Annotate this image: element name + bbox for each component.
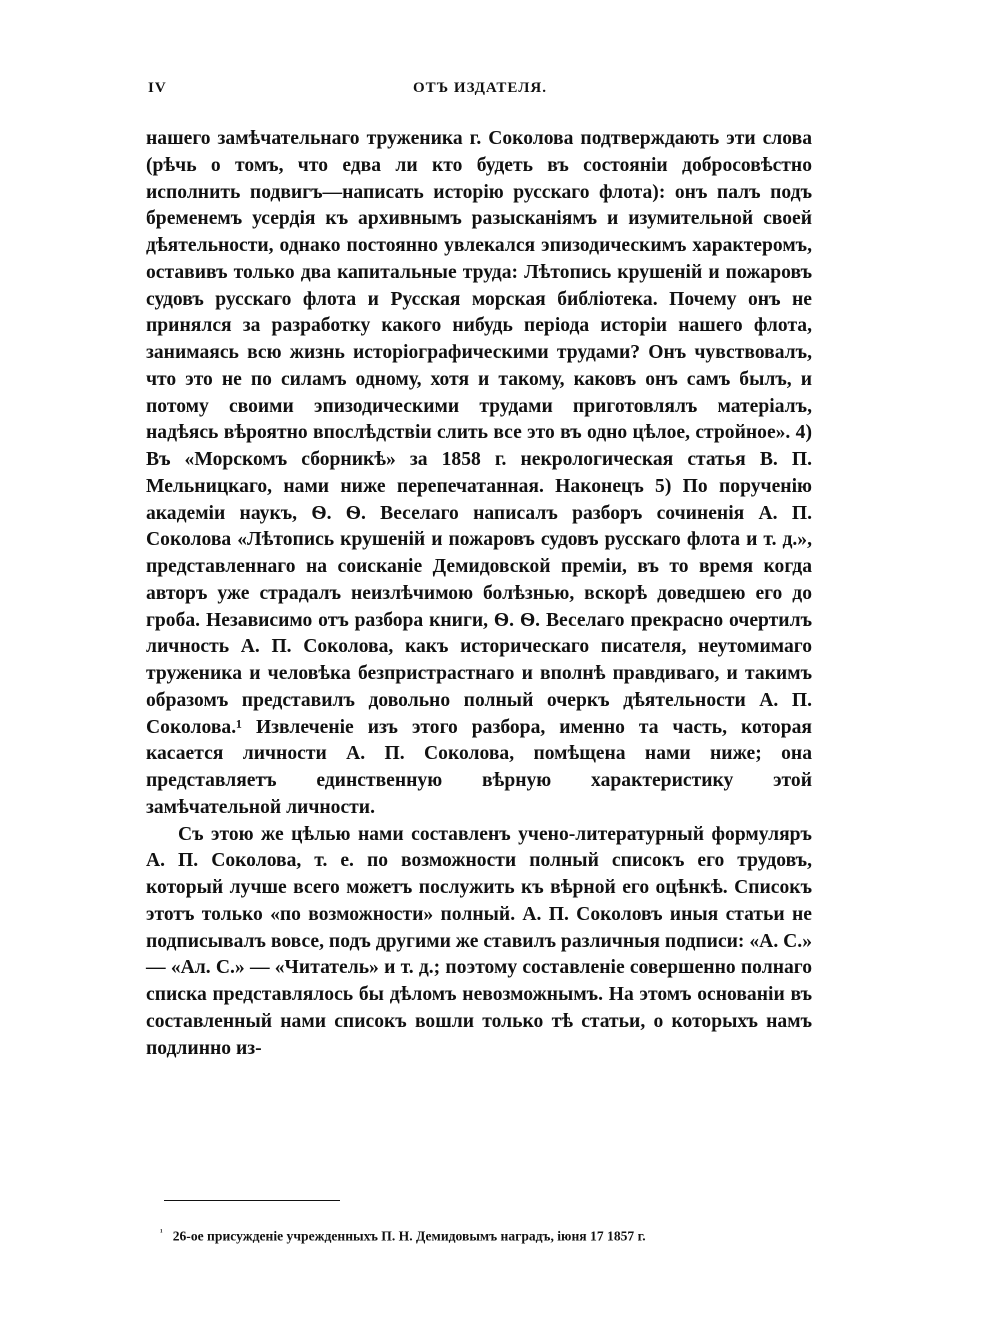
paragraph-formular: Съ этою же цѣлью нами составленъ учено-литературный формуляръ А. П. Соколова, т. е. по возможности полный списокъ его трудовъ, который лучше всего можетъ послужить къ вѣрной его оцѣнкѣ. Списокъ этотъ только «по возможности» полный. А. П. Соколовъ иныя статьи не подписывалъ вовсе, подъ другими же ставилъ различныя подписи: «А. С.» — «Ал. С.» — «Читатель» и т. д.; поэтому составленіе совершенно полнаго списка представлялось бы дѣломъ невозможнымъ. На этомъ основаніи въ составленный нами списокъ вошли только тѣ статьи, о которыхъ намъ подлинно из- [146, 823, 812, 1059]
page-header [148, 80, 812, 104]
page-number: IV [148, 80, 167, 96]
body-text [146, 126, 812, 1062]
running-head: ОТЪ ИЗДАТЕЛЯ. [413, 80, 547, 96]
footnote-text: 26-ое присужденіе учрежденныхъ П. Н. Демидовымъ наградъ, іюня 17 1857 г. [172, 1228, 646, 1244]
paragraph-continued: нашего замѣчательнаго труженика г. Соколова подтверждають эти слова (рѣчь о томъ, что едва ли кто будеть въ состояніи добросовѣстно исполнить подвигъ—написать исторію русскаго флота): онъ палъ подъ бременемъ усердія къ архивнымъ разысканіямъ и изумительной своей дѣятельности, однако постоянно увлекался эпизодическимъ характеромъ, оставивъ только два капитальные труда: Лѣтопись крушеній и пожаровъ судовъ русскаго флота и Русская морская библіотека. Почему онъ не принялся за разработку какого нибудь періода исторіи нашего флота, занимаясь всю жизнь исторіографическими трудами? Онъ чувствовалъ, что это не по силамъ одному, хотя и такому, каковъ онъ самъ былъ, и потому своими эпизодическими трудами приготовлялъ матеріалъ, надѣясь вѣроятно впослѣдствіи слить все это въ одно цѣлое, стройное». 4) Въ «Морскомъ сборникѣ» за 1858 г. некрологическая статья В. П. Мельницкаго, нами ниже перепечатанная. Наконецъ 5) По порученію академіи наукъ, Ѳ. Ѳ. Веселаго написалъ разборъ сочиненія А. П. Соколова «Лѣтопись крушеній и пожаровъ судовъ русскаго флота и т. д.», представленнаго на соисканіе Демидовской преміи, въ то время когда авторъ уже страдалъ неизлѣчимою болѣзнью, вскорѣ доведшею его до гроба. Независимо отъ разбора книги, Ѳ. Ѳ. Веселаго прекрасно очертилъ личность А. П. Соколова, какъ историческаго писателя, неутомимаго труженика и человѣка безпристрастнаго и вполнѣ правдиваго, и такимъ образомъ представилъ довольно полный очеркъ дѣятельности А. П. Соколова.¹ Извлеченіе изъ этого разбора, именно та часть, которая касается личности А. П. Соколова, помѣщена нами ниже; она представляетъ единственную вѣрную характеристику этой замѣчательной личности. [146, 128, 812, 818]
footnote-rule [164, 1200, 340, 1201]
footnote [160, 1222, 820, 1247]
footnote-marker: ¹ [160, 1227, 163, 1237]
